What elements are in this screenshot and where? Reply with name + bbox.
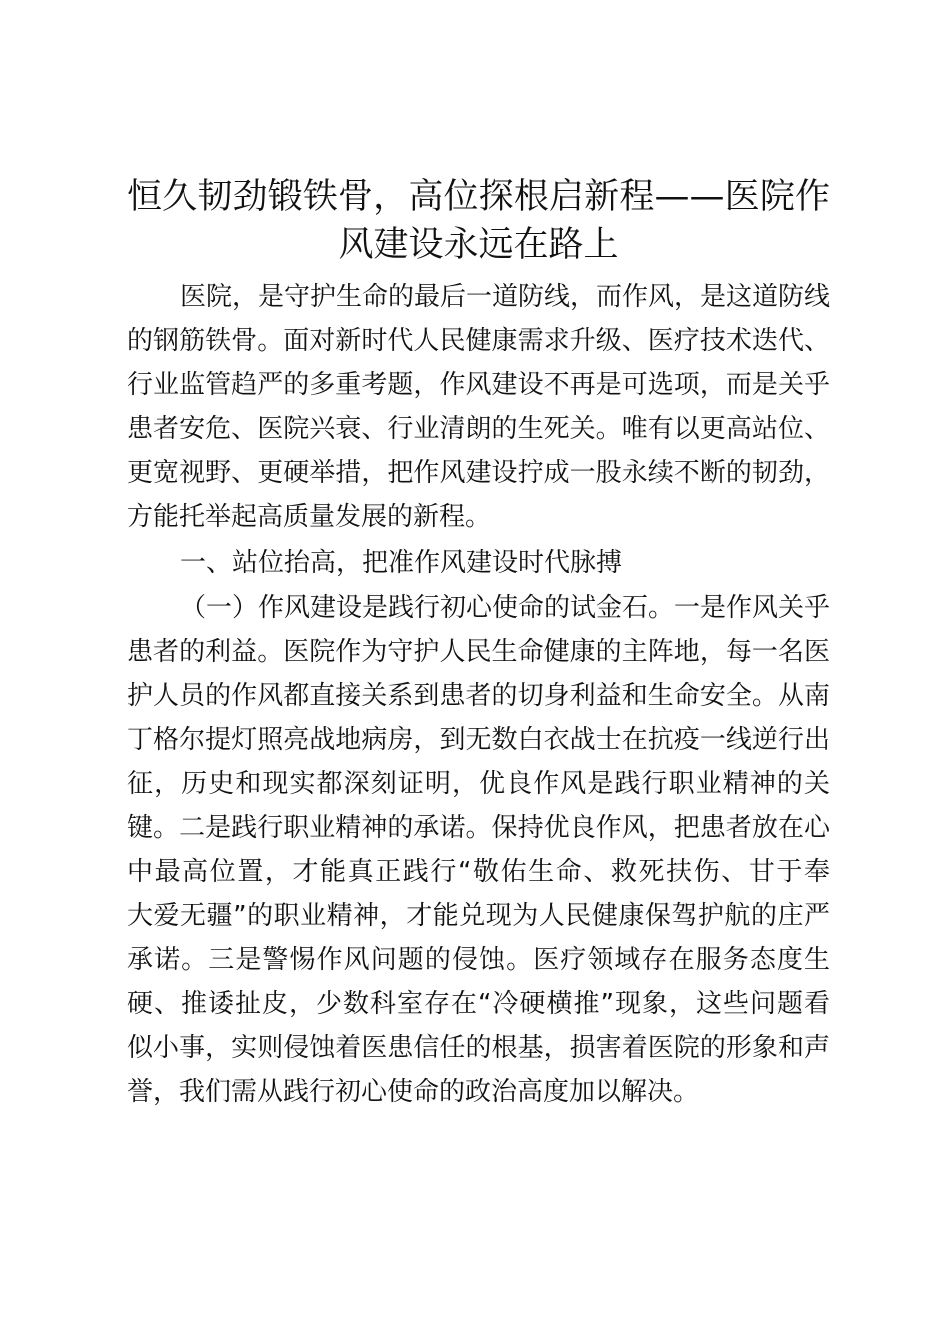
text-line: 的钢筋铁骨。面对新时代人民健康需求升级、医疗技术迭代、	[127, 326, 830, 356]
title-line-1: 恒久韧劲锻铁骨，高位探根启新程——医院作	[127, 177, 830, 217]
text-line: 更宽视野、更硬举措，把作风建设拧成一股永续不断的韧劲，	[127, 458, 830, 488]
text-line: 中最高位置，才能真正践行“敬佑生命、救死扶伤、甘于奉	[127, 857, 830, 887]
text-line: 硬、推诿扯皮，少数科室存在“冷硬横推”现象，这些问题看	[127, 989, 830, 1019]
text-line: 患者安危、医院兴衰、行业清朗的生死关。唯有以更高站位、	[127, 414, 830, 444]
text-line: 护人员的作风都直接关系到患者的切身利益和生命安全。从南	[127, 681, 830, 711]
text-line: 征，历史和现实都深刻证明，优良作风是践行职业精神的关	[127, 769, 830, 799]
text-line: 承诺。三是警惕作风问题的侵蚀。医疗领域存在服务态度生	[127, 945, 830, 975]
text-line: 大爱无疆”的职业精神，才能兑现为人民健康保驾护航的庄严	[127, 901, 830, 931]
text-line: 键。二是践行职业精神的承诺。保持优良作风，把患者放在心	[127, 813, 830, 843]
text-line: （一）作风建设是践行初心使命的试金石。一是作风关乎	[180, 593, 830, 623]
text-line: 方能托举起高质量发展的新程。	[127, 502, 492, 532]
text-line: 患者的利益。医院作为守护人民生命健康的主阵地，每一名医	[127, 637, 830, 667]
section-heading: 一、站位抬高，把准作风建设时代脉搏	[180, 548, 623, 578]
text-line: 誉，我们需从践行初心使命的政治高度加以解决。	[127, 1077, 700, 1107]
title-line-2: 风建设永远在路上	[338, 225, 619, 265]
text-line: 医院，是守护生命的最后一道防线，而作风，是这道防线	[180, 282, 830, 312]
text-line: 行业监管趋严的多重考题，作风建设不再是可选项，而是关乎	[127, 370, 830, 400]
text-line: 丁格尔提灯照亮战地病房，到无数白衣战士在抗疫一线逆行出	[127, 725, 830, 755]
text-line: 似小事，实则侵蚀着医患信任的根基，损害着医院的形象和声	[127, 1033, 830, 1063]
